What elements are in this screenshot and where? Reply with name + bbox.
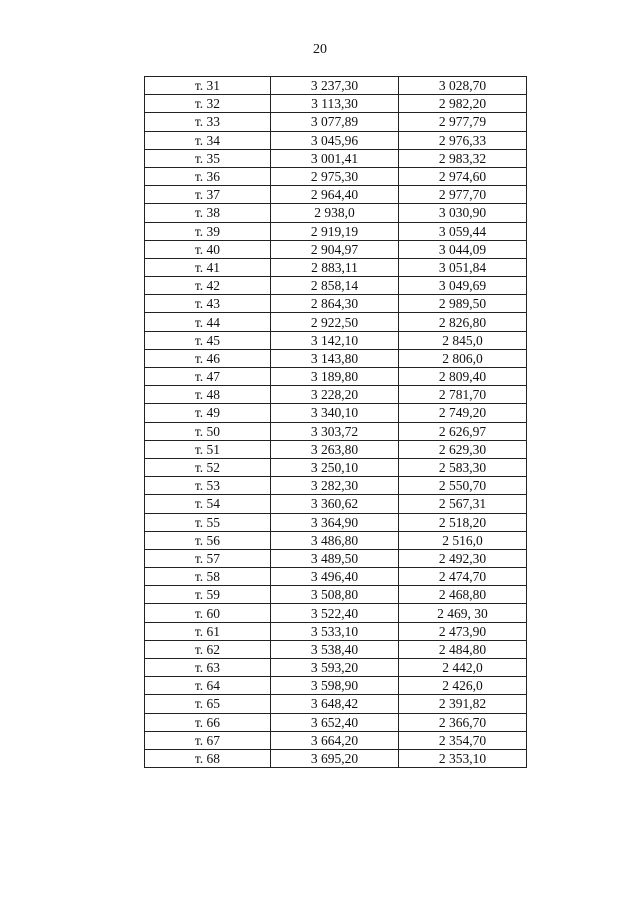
point-label-cell: т. 64	[145, 677, 271, 695]
table-row	[145, 477, 527, 495]
point-label-cell: т. 65	[145, 695, 271, 713]
x-coordinate-cell: 2 858,14	[270, 277, 398, 295]
x-coordinate-cell: 3 250,10	[270, 458, 398, 476]
table-row	[145, 549, 527, 567]
point-label-cell: т. 51	[145, 440, 271, 458]
point-label-cell: т. 37	[145, 186, 271, 204]
x-coordinate-cell: 3 077,89	[270, 113, 398, 131]
point-label-cell: т. 45	[145, 331, 271, 349]
y-coordinate-cell: 2 353,10	[398, 749, 526, 767]
table-row	[145, 386, 527, 404]
y-coordinate-cell: 2 516,0	[398, 531, 526, 549]
y-coordinate-cell: 2 826,80	[398, 313, 526, 331]
table-row	[145, 404, 527, 422]
y-coordinate-cell: 2 366,70	[398, 713, 526, 731]
table-row	[145, 131, 527, 149]
table-row	[145, 677, 527, 695]
y-coordinate-cell: 2 474,70	[398, 568, 526, 586]
y-coordinate-cell: 2 977,79	[398, 113, 526, 131]
point-label-cell: т. 47	[145, 368, 271, 386]
x-coordinate-cell: 2 964,40	[270, 186, 398, 204]
table-row	[145, 731, 527, 749]
x-coordinate-cell: 2 883,11	[270, 258, 398, 276]
y-coordinate-cell: 2 626,97	[398, 422, 526, 440]
x-coordinate-cell: 3 364,90	[270, 513, 398, 531]
table-row	[145, 495, 527, 513]
x-coordinate-cell: 3 648,42	[270, 695, 398, 713]
table-row	[145, 659, 527, 677]
x-coordinate-cell: 3 113,30	[270, 95, 398, 113]
table-row	[145, 277, 527, 295]
x-coordinate-cell: 3 598,90	[270, 677, 398, 695]
point-label-cell: т. 38	[145, 204, 271, 222]
y-coordinate-cell: 2 845,0	[398, 331, 526, 349]
point-label-cell: т. 31	[145, 77, 271, 95]
table-row	[145, 586, 527, 604]
table-row	[145, 568, 527, 586]
point-label-cell: т. 50	[145, 422, 271, 440]
point-label-cell: т. 52	[145, 458, 271, 476]
y-coordinate-cell: 2 469, 30	[398, 604, 526, 622]
table-row	[145, 95, 527, 113]
table-row	[145, 422, 527, 440]
point-label-cell: т. 63	[145, 659, 271, 677]
table-row	[145, 204, 527, 222]
x-coordinate-cell: 2 975,30	[270, 167, 398, 185]
y-coordinate-cell: 3 049,69	[398, 277, 526, 295]
point-label-cell: т. 36	[145, 167, 271, 185]
table-row	[145, 713, 527, 731]
table-row	[145, 458, 527, 476]
y-coordinate-cell: 2 468,80	[398, 586, 526, 604]
x-coordinate-cell: 3 263,80	[270, 440, 398, 458]
x-coordinate-cell: 3 303,72	[270, 422, 398, 440]
coordinates-table-body	[145, 77, 527, 768]
y-coordinate-cell: 2 983,32	[398, 149, 526, 167]
point-label-cell: т. 35	[145, 149, 271, 167]
table-row	[145, 349, 527, 367]
x-coordinate-cell: 3 695,20	[270, 749, 398, 767]
x-coordinate-cell: 3 489,50	[270, 549, 398, 567]
y-coordinate-cell: 2 391,82	[398, 695, 526, 713]
y-coordinate-cell: 3 044,09	[398, 240, 526, 258]
y-coordinate-cell: 2 629,30	[398, 440, 526, 458]
point-label-cell: т. 58	[145, 568, 271, 586]
x-coordinate-cell: 2 864,30	[270, 295, 398, 313]
table-row	[145, 331, 527, 349]
point-label-cell: т. 67	[145, 731, 271, 749]
table-row	[145, 640, 527, 658]
y-coordinate-cell: 2 354,70	[398, 731, 526, 749]
x-coordinate-cell: 3 652,40	[270, 713, 398, 731]
table-row	[145, 749, 527, 767]
table-row	[145, 240, 527, 258]
table-row	[145, 149, 527, 167]
point-label-cell: т. 66	[145, 713, 271, 731]
point-label-cell: т. 55	[145, 513, 271, 531]
y-coordinate-cell: 2 518,20	[398, 513, 526, 531]
x-coordinate-cell: 3 593,20	[270, 659, 398, 677]
point-label-cell: т. 42	[145, 277, 271, 295]
table-row	[145, 313, 527, 331]
point-label-cell: т. 43	[145, 295, 271, 313]
point-label-cell: т. 34	[145, 131, 271, 149]
point-label-cell: т. 46	[145, 349, 271, 367]
x-coordinate-cell: 3 340,10	[270, 404, 398, 422]
x-coordinate-cell: 2 919,19	[270, 222, 398, 240]
table-row	[145, 222, 527, 240]
table-row	[145, 295, 527, 313]
x-coordinate-cell: 3 001,41	[270, 149, 398, 167]
coordinates-table	[144, 76, 527, 768]
table-row	[145, 622, 527, 640]
y-coordinate-cell: 2 982,20	[398, 95, 526, 113]
table-row	[145, 77, 527, 95]
x-coordinate-cell: 3 664,20	[270, 731, 398, 749]
y-coordinate-cell: 2 749,20	[398, 404, 526, 422]
point-label-cell: т. 40	[145, 240, 271, 258]
x-coordinate-cell: 3 228,20	[270, 386, 398, 404]
x-coordinate-cell: 3 496,40	[270, 568, 398, 586]
table-row	[145, 167, 527, 185]
x-coordinate-cell: 2 938,0	[270, 204, 398, 222]
x-coordinate-cell: 3 508,80	[270, 586, 398, 604]
point-label-cell: т. 32	[145, 95, 271, 113]
y-coordinate-cell: 2 550,70	[398, 477, 526, 495]
y-coordinate-cell: 2 806,0	[398, 349, 526, 367]
point-label-cell: т. 59	[145, 586, 271, 604]
x-coordinate-cell: 3 045,96	[270, 131, 398, 149]
point-label-cell: т. 56	[145, 531, 271, 549]
x-coordinate-cell: 3 533,10	[270, 622, 398, 640]
table-row	[145, 186, 527, 204]
x-coordinate-cell: 3 189,80	[270, 368, 398, 386]
point-label-cell: т. 53	[145, 477, 271, 495]
table-row	[145, 513, 527, 531]
x-coordinate-cell: 2 922,50	[270, 313, 398, 331]
table-row	[145, 695, 527, 713]
x-coordinate-cell: 3 538,40	[270, 640, 398, 658]
y-coordinate-cell: 2 781,70	[398, 386, 526, 404]
x-coordinate-cell: 3 486,80	[270, 531, 398, 549]
point-label-cell: т. 57	[145, 549, 271, 567]
table-row	[145, 440, 527, 458]
x-coordinate-cell: 3 142,10	[270, 331, 398, 349]
y-coordinate-cell: 2 567,31	[398, 495, 526, 513]
point-label-cell: т. 60	[145, 604, 271, 622]
table-row	[145, 531, 527, 549]
y-coordinate-cell: 3 030,90	[398, 204, 526, 222]
y-coordinate-cell: 2 809,40	[398, 368, 526, 386]
y-coordinate-cell: 2 473,90	[398, 622, 526, 640]
table-row	[145, 258, 527, 276]
y-coordinate-cell: 2 442,0	[398, 659, 526, 677]
y-coordinate-cell: 3 059,44	[398, 222, 526, 240]
point-label-cell: т. 61	[145, 622, 271, 640]
y-coordinate-cell: 2 977,70	[398, 186, 526, 204]
y-coordinate-cell: 2 484,80	[398, 640, 526, 658]
y-coordinate-cell: 2 974,60	[398, 167, 526, 185]
point-label-cell: т. 44	[145, 313, 271, 331]
x-coordinate-cell: 3 143,80	[270, 349, 398, 367]
y-coordinate-cell: 2 426,0	[398, 677, 526, 695]
point-label-cell: т. 49	[145, 404, 271, 422]
x-coordinate-cell: 3 282,30	[270, 477, 398, 495]
point-label-cell: т. 39	[145, 222, 271, 240]
point-label-cell: т. 54	[145, 495, 271, 513]
x-coordinate-cell: 3 237,30	[270, 77, 398, 95]
point-label-cell: т. 48	[145, 386, 271, 404]
table-row	[145, 113, 527, 131]
point-label-cell: т. 62	[145, 640, 271, 658]
page-number: 20	[313, 42, 327, 57]
y-coordinate-cell: 2 989,50	[398, 295, 526, 313]
y-coordinate-cell: 3 051,84	[398, 258, 526, 276]
y-coordinate-cell: 2 492,30	[398, 549, 526, 567]
point-label-cell: т. 33	[145, 113, 271, 131]
y-coordinate-cell: 2 583,30	[398, 458, 526, 476]
y-coordinate-cell: 2 976,33	[398, 131, 526, 149]
y-coordinate-cell: 3 028,70	[398, 77, 526, 95]
x-coordinate-cell: 3 522,40	[270, 604, 398, 622]
point-label-cell: т. 41	[145, 258, 271, 276]
point-label-cell: т. 68	[145, 749, 271, 767]
x-coordinate-cell: 2 904,97	[270, 240, 398, 258]
x-coordinate-cell: 3 360,62	[270, 495, 398, 513]
table-row	[145, 604, 527, 622]
table-row	[145, 368, 527, 386]
